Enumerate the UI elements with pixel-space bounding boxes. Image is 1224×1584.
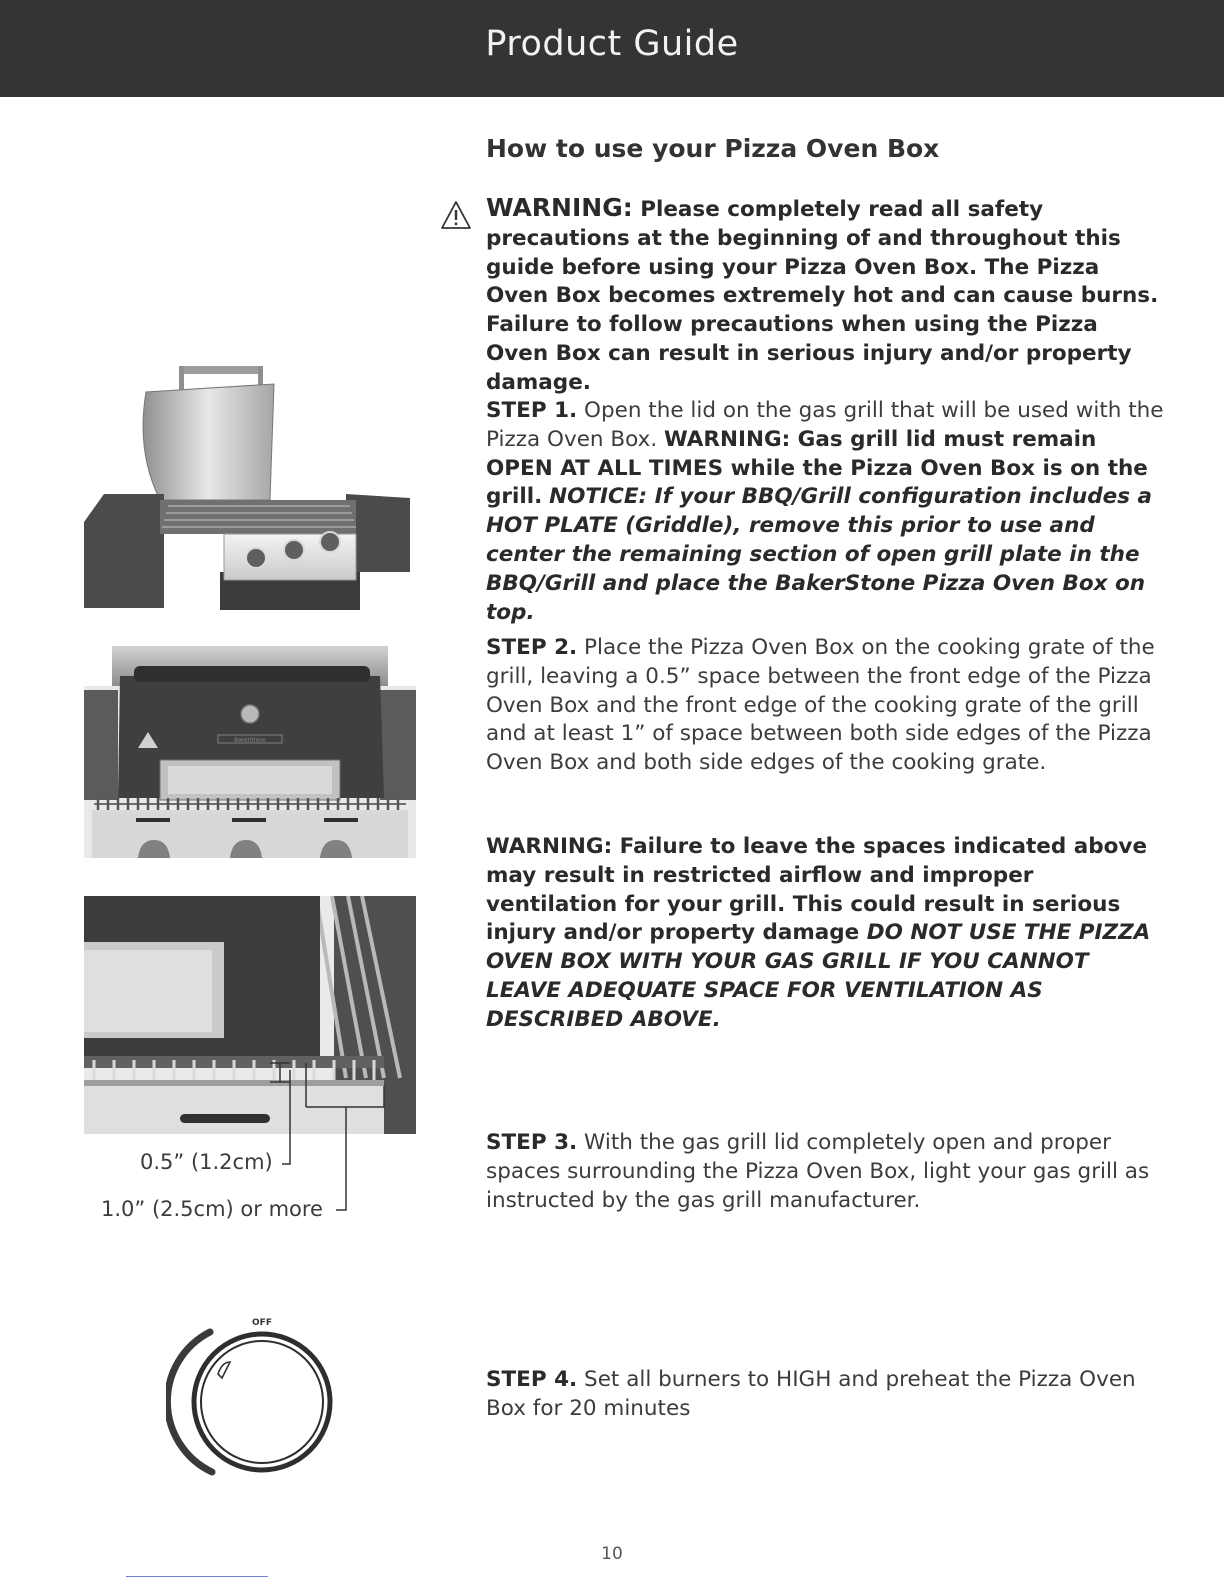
step-1 (486, 397, 1166, 627)
step-2 (486, 634, 1166, 778)
section-title: How to use your Pizza Oven Box (486, 134, 940, 163)
step-1-text: Open the lid on the gas grill that will be used with the Pizza Oven Box. (486, 398, 1164, 452)
warning-intro (486, 194, 1166, 398)
step-2-label: STEP 2. (486, 635, 578, 660)
step-4-text: Set all burners to HIGH and preheat the Pizza Oven Box for 20 minutes (486, 1367, 1136, 1421)
step-3 (486, 1129, 1166, 1215)
figure-burner-knob (166, 1314, 336, 1484)
warning-ventilation (486, 833, 1166, 1035)
warning-label: WARNING: (486, 193, 633, 222)
step-3-text: With the gas grill lid completely open and proper spaces surrounding the Pizza Oven Box, light your gas grill as instructed by the gas grill manufacturer. (486, 1130, 1150, 1213)
step-4 (486, 1366, 1166, 1424)
warning-ventilation-caps: DO NOT USE THE PIZZA OVEN BOX WITH YOUR GAS GRILL IF YOU CANNOT LEAVE ADEQUATE SPACE FOR VENTILATION AS DESCRIBED ABOVE. (486, 920, 1151, 1032)
dimension-front-label: 0.5” (1.2cm) (140, 1150, 273, 1174)
step-1-label: STEP 1. (486, 398, 578, 423)
figure-oven-on-grill (84, 646, 416, 858)
oven-brand-mark: BakerStone (234, 737, 266, 744)
page-header (0, 0, 1224, 97)
knob-off-label: OFF (252, 1318, 272, 1328)
step-1-warning: WARNING: Gas grill lid must remain OPEN AT ALL TIMES while the Pizza Oven Box is on the grill. (486, 426, 1148, 510)
page-number: 10 (601, 1544, 623, 1564)
step-4-label: STEP 4. (486, 1367, 578, 1392)
footer-link-underline (126, 1576, 268, 1577)
figure-clearance-detail (84, 896, 416, 1226)
warning-triangle-icon (440, 200, 472, 230)
figure-open-grill (84, 362, 414, 612)
header-title: Product Guide (485, 24, 739, 64)
warning-text: Please completely read all safety precautions at the beginning of and throughout this guide before using your Pizza Oven Box. The Pizza Oven Box becomes extremely hot and can cause burns. Failure to follow precautions when using the Pizza Oven Box can result in serious injury and/or property damage. (486, 197, 1159, 395)
dimension-side-label: 1.0” (2.5cm) or more (101, 1197, 323, 1221)
step-1-notice: NOTICE: If your BBQ/Grill configuration includes a HOT PLATE (Griddle), remove this prior to use and center the remaining section of open grill plate in the BBQ/Grill and place the BakerStone Pizza Oven Box on top. (486, 484, 1152, 625)
step-2-text: Place the Pizza Oven Box on the cooking grate of the grill, leaving a 0.5” space between the front edge of the Pizza Oven Box and the front edge of the cooking grate of the grill and at least 1” of space between both side edges of the Pizza Oven Box and both side edges of the cooking grate. (486, 635, 1155, 776)
warning-ventilation-text: WARNING: Failure to leave the spaces indicated above may result in restricted airflow and improper ventilation for your grill. This could result in serious injury and/or property damage (486, 834, 1148, 946)
step-3-label: STEP 3. (486, 1130, 578, 1155)
